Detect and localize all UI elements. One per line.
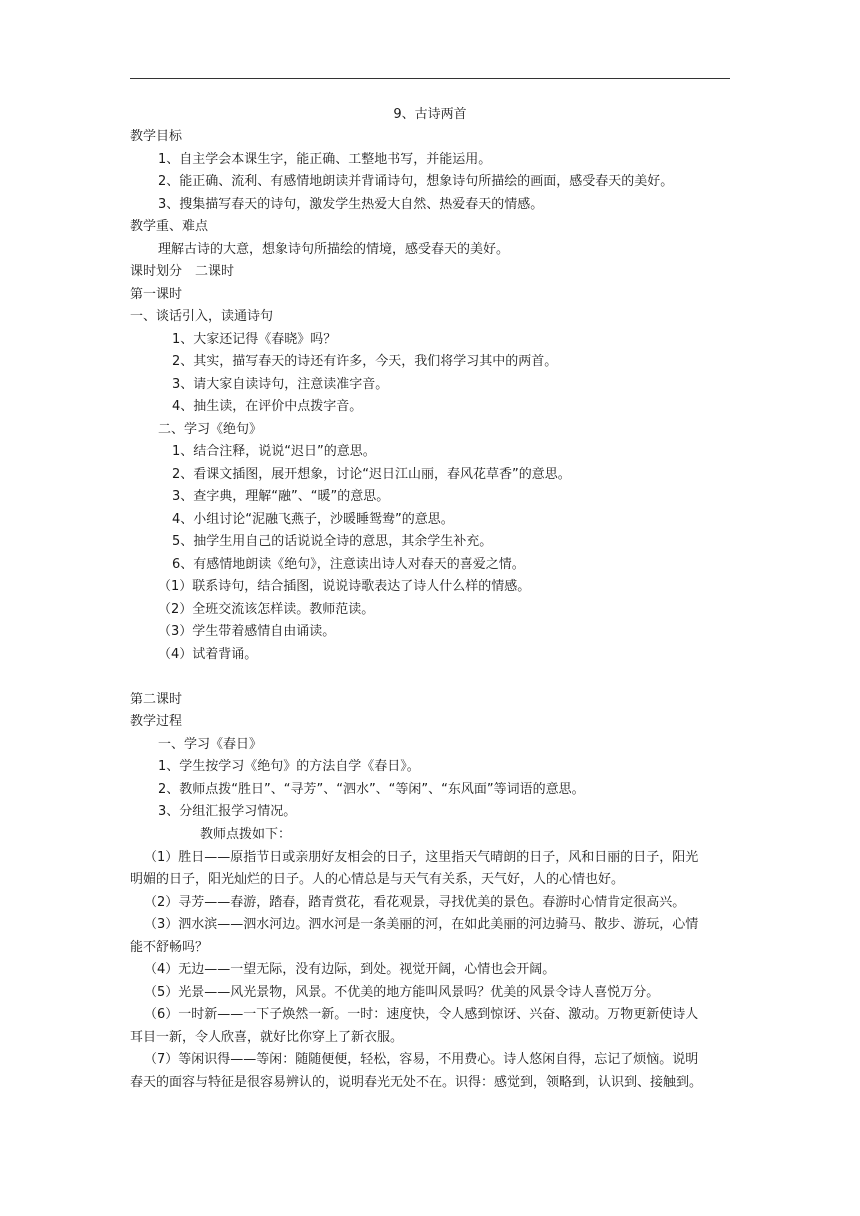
goal-item: 3、搜集描写春天的诗句，激发学生热爱大自然、热爱春天的情感。	[158, 197, 544, 212]
goal-item: 1、自主学会本课生字，能正确、工整地书写，并能运用。	[158, 152, 492, 167]
heading-lesson-1: 第一课时	[130, 287, 183, 302]
teacher-note-heading: 教师点拨如下：	[200, 827, 292, 842]
step-item: 2、教师点拨“胜日”、“寻芳”、“泗水”、“等闲”、“东风面”等词语的意思。	[158, 782, 585, 797]
lesson-division: 课时划分 二课时	[130, 264, 235, 279]
key-points-text: 理解古诗的大意，想象诗句所描绘的情境，感受春天的美好。	[158, 242, 510, 257]
section-heading: 一、学习《春日》	[158, 737, 263, 752]
sub-step-item: （4）试着背诵。	[158, 647, 258, 662]
note-item: （2）寻芳——春游，踏春，踏青赏花，看花观景，寻找优美的景色。春游时心情肯定很高兴。	[144, 895, 686, 910]
heading-key-points: 教学重、难点	[130, 219, 209, 234]
note-item-cont: 明媚的日子，阳光灿烂的日子。人的心情总是与天气有关系，天气好，人的心情也好。	[130, 872, 625, 887]
step-item: 3、查字典，理解“融”、“暖”的意思。	[172, 489, 390, 504]
goal-item: 2、能正确、流利、有感情地朗读并背诵诗句，想象诗句所描绘的画面，感受春天的美好。	[158, 174, 674, 189]
step-item: 1、结合注释，说说“迟日”的意思。	[172, 444, 376, 459]
heading-process: 教学过程	[130, 714, 183, 729]
section-heading: 一、谈话引入，读通诗句	[130, 309, 274, 324]
step-item: 4、小组讨论“泥融飞燕子，沙暖睡鸳鸯”的意思。	[172, 512, 454, 527]
heading-lesson-2: 第二课时	[130, 692, 183, 707]
note-item-cont: 春天的面容与特征是很容易辨认的，说明春光无处不在。识得：感觉到，领略到，认识到、接触到。	[130, 1075, 703, 1090]
sub-step-item: （3）学生带着感情自由诵读。	[158, 624, 336, 639]
section-heading: 二、学习《绝句》	[158, 422, 263, 437]
step-item: 1、学生按学习《绝句》的方法自学《春日》。	[158, 759, 420, 774]
note-item-cont: 耳目一新，令人欣喜，就好比你穿上了新衣服。	[130, 1030, 404, 1045]
note-item: （7）等闲识得——等闲：随随便便，轻松，容易，不用费心。诗人悠闲自得，忘记了烦恼。说明	[144, 1052, 699, 1067]
step-item: 3、分组汇报学习情况。	[158, 804, 297, 819]
sub-step-item: （1）联系诗句，结合插图，说说诗歌表达了诗人什么样的情感。	[158, 579, 531, 594]
note-item: （4）无边——一望无际，没有边际，到处。视觉开阔，心情也会开阔。	[144, 962, 556, 977]
step-item: 4、抽生读，在评价中点拨字音。	[172, 399, 363, 414]
step-item: 1、大家还记得《春晓》吗？	[172, 332, 337, 347]
note-item: （6）一时新——一下子焕然一新。一时：速度快，令人感到惊讶、兴奋、激动。万物更新使诗人	[144, 1007, 699, 1022]
heading-goals: 教学目标	[130, 129, 183, 144]
step-item: 5、抽学生用自己的话说说全诗的意思，其余学生补充。	[172, 534, 493, 549]
doc-title: 9、古诗两首	[393, 107, 467, 122]
step-item: 3、请大家自读诗句，注意读准字音。	[172, 377, 389, 392]
note-item: （3）泗水滨——泗水河边。泗水河是一条美丽的河，在如此美丽的河边骑马、散步、游玩，心情	[144, 917, 699, 932]
note-item: （1）胜日——原指节日或亲朋好友相会的日子，这里指天气晴朗的日子，风和日丽的日子，阳光	[144, 850, 699, 865]
header-rule	[130, 78, 730, 79]
step-item: 2、看课文插图，展开想象，讨论“迟日江山丽，春风花草香”的意思。	[172, 467, 571, 482]
step-item: 2、其实，描写春天的诗还有许多，今天，我们将学习其中的两首。	[172, 354, 558, 369]
note-item-cont: 能不舒畅吗？	[130, 940, 209, 955]
note-item: （5）光景——风光景物，风景。不优美的地方能叫风景吗？优美的风景令诗人喜悦万分。	[144, 985, 660, 1000]
sub-step-item: （2）全班交流该怎样读。教师范读。	[158, 602, 375, 617]
step-item: 6、有感情地朗读《绝句》，注意读出诗人对春天的喜爱之情。	[172, 557, 525, 572]
